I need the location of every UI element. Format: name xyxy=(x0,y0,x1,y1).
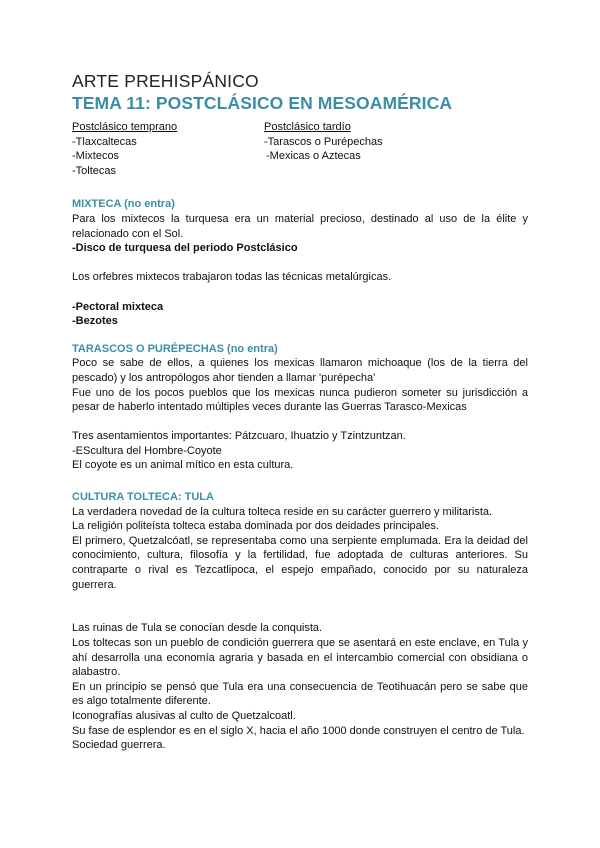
mixteca-item-bezotes: -Bezotes xyxy=(72,315,118,328)
mixteca-heading: MIXTECA (no entra) xyxy=(72,198,175,211)
list-item: -Tlaxcaltecas xyxy=(72,135,137,148)
list-item: -Toltecas xyxy=(72,164,117,177)
tarascos-item-escultura: -EScultura del Hombre-Coyote xyxy=(72,444,222,457)
period-columns xyxy=(72,120,528,178)
tarascos-paragraph: Fue uno de los pocos pueblos que los mexicas nunca pudieron someter su jurisdicción a pesar de haberlo intentado múltiples veces durante las Guerras Tarasco-Mexicas xyxy=(72,386,528,414)
tolteca-paragraph: En un principio se pensó que Tula era una consecuencia de Teotihuacán pero se sabe que es algo totalmente diferente. xyxy=(72,680,528,708)
topic-title: TEMA 11: POSTCLÁSICO EN MESOAMÉRICA xyxy=(72,93,453,113)
mixteca-paragraph: Para los mixtecos la turquesa era un material precioso, destinado al uso de la élite y relacionado con el Sol. xyxy=(72,212,528,240)
tolteca-paragraph: Sociedad guerrera. xyxy=(72,739,166,752)
tolteca-paragraph: Las ruinas de Tula se conocían desde la conquista. xyxy=(72,622,323,635)
mixteca-section xyxy=(72,197,528,328)
list-item: -Tarascos o Purépechas xyxy=(264,135,383,148)
early-postclassic-heading: Postclásico temprano xyxy=(72,121,178,133)
list-item: -Mixtecos xyxy=(72,150,120,163)
subject-title: ARTE PREHISPÁNICO xyxy=(72,71,259,91)
late-postclassic-column xyxy=(264,120,464,178)
tolteca-paragraph: Su fase de esplendor es en el siglo X, hacia el año 1000 donde construyen el centro de Tula. xyxy=(72,724,525,737)
mixteca-item-disco: -Disco de turquesa del periodo Postclásico xyxy=(72,242,298,255)
mixteca-paragraph: Los orfebres mixtecos trabajaron todas las técnicas metalúrgicas. xyxy=(72,271,392,284)
tolteca-paragraph: Los toltecas son un pueblo de condición guerrera que se asentará en este enclave, en Tula y ahí desarrolla una economía agraria y basada en el intercambio comercial con obsidiana o alabastro. xyxy=(72,637,528,679)
early-postclassic-column xyxy=(72,120,264,178)
tolteca-paragraph: El primero, Quetzalcóatl, se representaba como una serpiente emplumada. Era la deidad del conocimiento, cultura, filosofía y la fertilidad, fue adoptada de culturas anteriores. Su contraparte o rival es Tezcatlipoca, el espejo empañado, conocido por su naturaleza guerrera. xyxy=(72,534,528,591)
document-page xyxy=(72,70,528,753)
tarascos-section xyxy=(72,342,528,473)
tarascos-heading: TARASCOS O PURÉPECHAS (no entra) xyxy=(72,342,278,355)
late-postclassic-heading: Postclásico tardío xyxy=(264,121,351,133)
tolteca-paragraph: Iconografías alusivas al culto de Quetzalcoatl. xyxy=(72,709,296,722)
mixteca-item-pectoral: -Pectoral mixteca xyxy=(72,300,164,313)
tarascos-paragraph: Poco se sabe de ellos, a quienes los mexicas llamaron michoaque (los de la tierra del pescado) y los antropólogos ahor tienden a llamar 'purépecha' xyxy=(72,357,528,384)
tolteca-heading: CULTURA TOLTECA: TULA xyxy=(72,491,214,504)
tolteca-paragraph: La verdadera novedad de la cultura tolteca reside en su carácter guerrero y militarista. xyxy=(72,505,493,518)
tarascos-paragraph: El coyote es un animal mítico en esta cultura. xyxy=(72,459,294,472)
tolteca-paragraph: La religión politeísta tolteca estaba dominada por dos deidades principales. xyxy=(72,520,439,533)
list-item: -Mexicas o Aztecas xyxy=(266,150,361,163)
tolteca-section xyxy=(72,490,528,753)
tarascos-paragraph: Tres asentamientos importantes: Pátzcuaro, Ihuatzio y Tzintzuntzan. xyxy=(72,430,406,443)
